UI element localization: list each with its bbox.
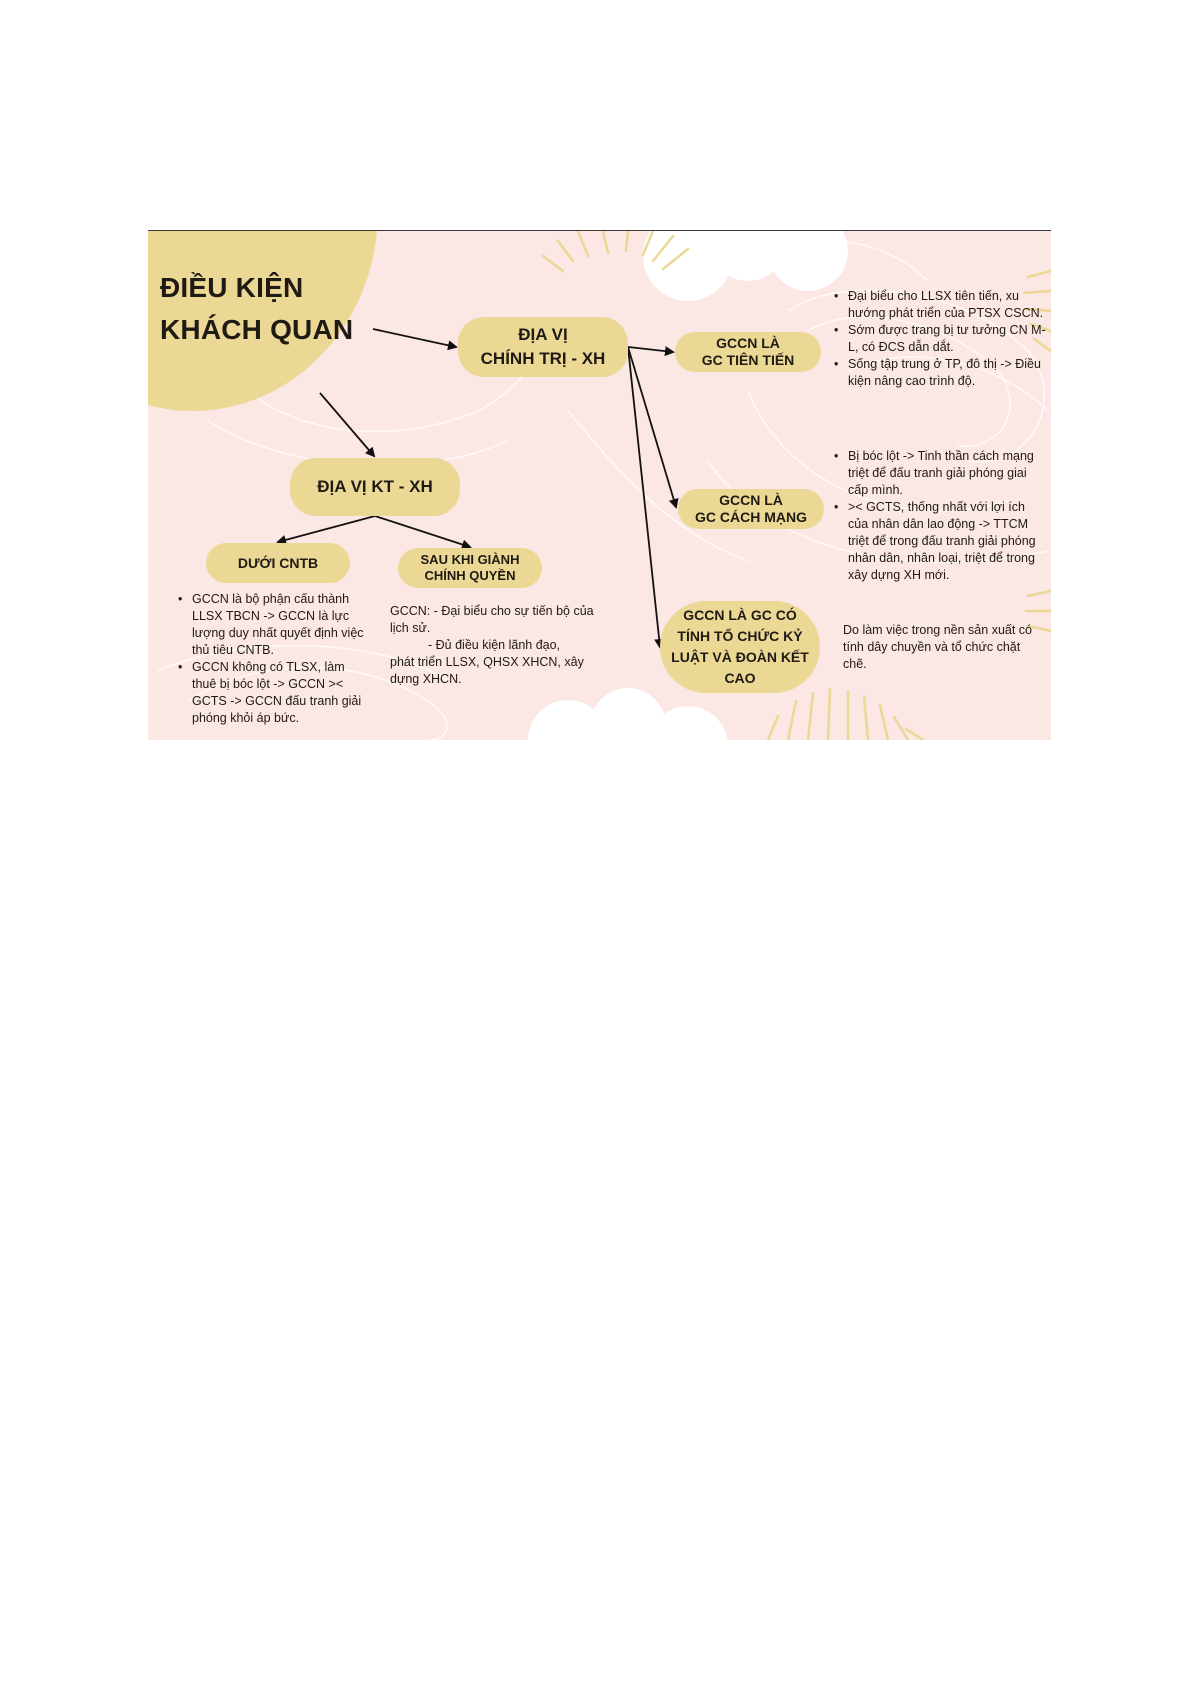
list-item: • Sống tập trung ở TP, đô thị -> Điều kiện nâng cao trình độ. bbox=[834, 356, 1046, 390]
node-gc-tien-tien bbox=[675, 332, 821, 372]
node-gc-to-chuc-ky-luat bbox=[660, 601, 820, 693]
sunburst-bottom bbox=[768, 689, 923, 740]
arrow-chinh-tri-to-cach-mang bbox=[628, 347, 676, 507]
node-dia-vi-kt-xh bbox=[290, 458, 460, 516]
note-text: phát triển LLSX, QHSX XHCN, xây dựng XHCN. bbox=[390, 655, 584, 686]
note-duoi-cntb bbox=[178, 591, 368, 727]
note-tien-tien bbox=[834, 288, 1046, 390]
list-item: • Bị bóc lột -> Tinh thần cách mạng triệt để đấu tranh giải phóng giai cấp mình. bbox=[834, 448, 1046, 499]
list-item: • >< GCTS, thống nhất với lợi ích của nhân dân lao động -> TTCM triệt để trong đấu tranh giải phóng nhân dân, nhân loại, triệt để trong xây dựng XH mới. bbox=[834, 499, 1046, 584]
node-label: GC CÁCH MẠNG bbox=[695, 509, 807, 525]
title-line-1: ĐIỀU KIỆN bbox=[160, 272, 304, 303]
node-sau-khi-gianh-chinh-quyen bbox=[398, 548, 542, 588]
node-label: GCCN LÀ bbox=[719, 492, 783, 508]
node-gc-cach-mang bbox=[678, 489, 824, 529]
arrow-title-to-kt-xh bbox=[320, 393, 374, 456]
node-label: GC TIÊN TIẾN bbox=[701, 352, 795, 368]
title-line-2: KHÁCH QUAN bbox=[160, 314, 354, 345]
arrow-chinh-tri-to-to-chuc bbox=[628, 347, 660, 647]
node-label: TÍNH TỔ CHỨC KỶ bbox=[677, 628, 803, 644]
arrow-kt-xh-to-duoi-cntb bbox=[278, 516, 375, 542]
node-label: ĐỊA VỊ bbox=[518, 325, 568, 344]
arrow-chinh-tri-to-tien-tien bbox=[628, 347, 673, 352]
note-text: Do làm việc trong nền sản xuất có tính dây chuyền và tổ chức chặt chẽ. bbox=[843, 623, 1032, 671]
node-label: DƯỚI CNTB bbox=[237, 555, 319, 571]
node-duoi-cntb bbox=[206, 543, 350, 583]
mind-map bbox=[148, 230, 1051, 740]
node-label: GCCN LÀ GC CÓ bbox=[683, 607, 797, 623]
arrow-title-to-chinh-tri bbox=[373, 329, 456, 347]
node-label: ĐỊA VỊ KT - XH bbox=[317, 477, 433, 496]
node-dia-vi-chinh-tri-xh bbox=[458, 317, 628, 377]
list-item: • GCCN không có TLSX, làm thuê bị bóc lột -> GCCN >< GCTS -> GCCN đấu tranh giải phóng khỏi áp bức. bbox=[178, 659, 368, 727]
node-label: GCCN LÀ bbox=[716, 335, 780, 351]
note-text: GCCN: - Đại biểu cho sự tiến bộ của lịch sử. bbox=[390, 604, 594, 635]
arrow-kt-xh-to-sau-khi bbox=[375, 516, 470, 547]
node-label: CAO bbox=[724, 670, 756, 686]
note-sau-khi bbox=[390, 603, 610, 688]
list-item: • GCCN là bộ phận cấu thành LLSX TBCN -> GCCN là lực lượng duy nhất quyết định việc thủ tiêu CNTB. bbox=[178, 591, 368, 659]
node-label: CHÍNH QUYỀN bbox=[424, 568, 516, 583]
diagram-title bbox=[160, 267, 353, 351]
note-to-chuc bbox=[843, 622, 1033, 673]
note-cach-mang bbox=[834, 448, 1046, 584]
list-item: • Đại biểu cho LLSX tiên tiến, xu hướng phát triển của PTSX CSCN. bbox=[834, 288, 1046, 322]
node-label: CHÍNH TRỊ - XH bbox=[480, 349, 606, 368]
node-label: LUẬT VÀ ĐOÀN KẾT bbox=[671, 649, 809, 665]
node-label: SAU KHI GIÀNH bbox=[420, 552, 520, 567]
note-text: - Đủ điều kiện lãnh đạo, bbox=[428, 638, 561, 652]
list-item: • Sớm được trang bị tư tưởng CN M-L, có ĐCS dẫn dắt. bbox=[834, 322, 1046, 356]
